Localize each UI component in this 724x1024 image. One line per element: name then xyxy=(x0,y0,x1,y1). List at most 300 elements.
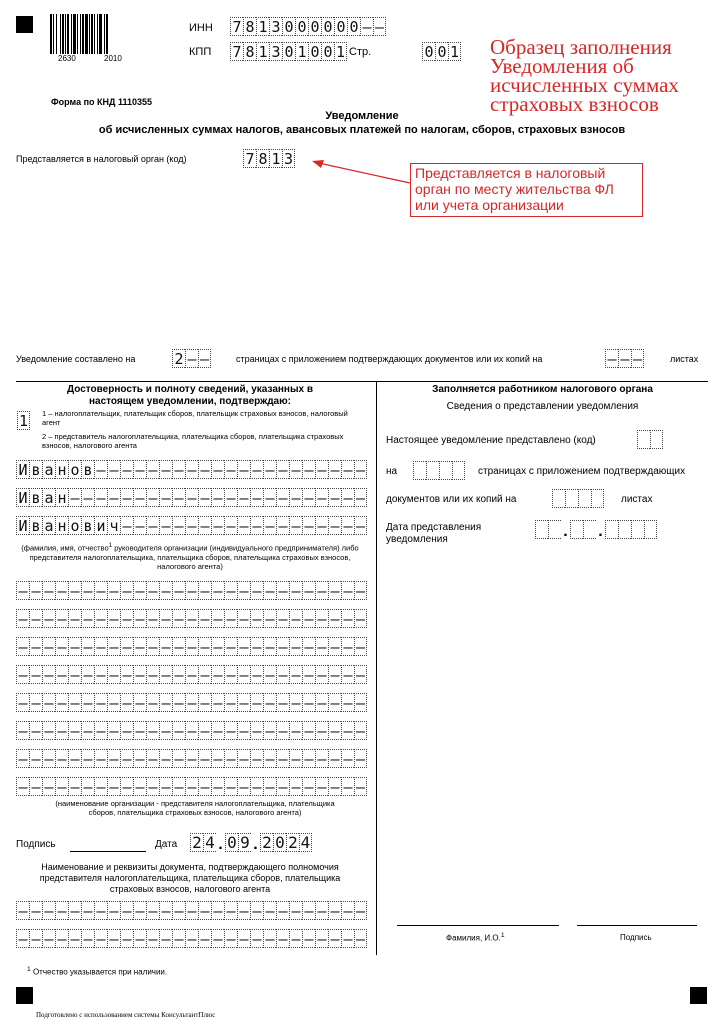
input-cell[interactable]: – xyxy=(224,637,237,656)
tax-authority-code-field[interactable] xyxy=(243,149,295,168)
input-cell[interactable]: – xyxy=(29,637,42,656)
input-cell[interactable]: – xyxy=(16,637,29,656)
input-cell[interactable]: – xyxy=(211,777,224,796)
input-cell[interactable]: – xyxy=(315,488,328,507)
input-cell[interactable]: – xyxy=(263,609,276,628)
input-cell[interactable]: – xyxy=(133,581,146,600)
input-cell[interactable]: – xyxy=(107,901,120,920)
input-cell[interactable]: – xyxy=(107,609,120,628)
input-cell[interactable]: – xyxy=(289,749,302,768)
input-cell[interactable]: – xyxy=(68,901,81,920)
input-cell[interactable]: – xyxy=(172,693,185,712)
input-cell[interactable]: – xyxy=(16,929,29,948)
input-cell[interactable]: – xyxy=(250,749,263,768)
input-cell[interactable]: – xyxy=(276,488,289,507)
input-cell[interactable]: – xyxy=(55,777,68,796)
input-cell[interactable]: – xyxy=(81,749,94,768)
input-cell[interactable]: – xyxy=(341,693,354,712)
input-cell[interactable]: – xyxy=(120,488,133,507)
input-cell[interactable]: – xyxy=(81,581,94,600)
input-cell[interactable]: – xyxy=(250,901,263,920)
date-cell[interactable] xyxy=(548,520,561,539)
input-cell[interactable]: – xyxy=(133,488,146,507)
input-cell[interactable]: – xyxy=(81,637,94,656)
input-cell[interactable]: – xyxy=(328,516,341,535)
input-cell[interactable]: 0 xyxy=(282,42,295,61)
date-cell[interactable]: 0 xyxy=(273,833,286,852)
input-cell[interactable]: – xyxy=(107,488,120,507)
input-cell[interactable]: – xyxy=(250,721,263,740)
input-cell[interactable]: – xyxy=(328,665,341,684)
input-cell[interactable]: 0 xyxy=(321,42,334,61)
date-cell[interactable] xyxy=(583,520,596,539)
input-cell[interactable]: – xyxy=(29,581,42,600)
input-cell[interactable]: – xyxy=(315,460,328,479)
input-cell[interactable]: 0 xyxy=(282,17,295,36)
input-cell[interactable]: – xyxy=(16,581,29,600)
input-cell[interactable]: н xyxy=(55,460,68,479)
input-cell[interactable]: И xyxy=(16,488,29,507)
input-cell[interactable]: – xyxy=(211,749,224,768)
input-cell[interactable]: – xyxy=(302,693,315,712)
input-cell[interactable]: – xyxy=(81,721,94,740)
input-cell[interactable]: – xyxy=(224,777,237,796)
input-cell[interactable]: – xyxy=(250,609,263,628)
input-cell[interactable]: – xyxy=(315,581,328,600)
input-cell[interactable]: – xyxy=(133,929,146,948)
input-cell[interactable]: – xyxy=(107,665,120,684)
input-cell[interactable]: – xyxy=(107,929,120,948)
input-cell[interactable]: – xyxy=(120,901,133,920)
input-cell[interactable]: а xyxy=(42,488,55,507)
input-cell[interactable]: – xyxy=(302,460,315,479)
input-cell[interactable]: – xyxy=(55,929,68,948)
input-cell[interactable]: – xyxy=(120,609,133,628)
dashed-input-row[interactable] xyxy=(16,637,367,656)
input-cell[interactable]: – xyxy=(172,488,185,507)
date-cell[interactable]: 9 xyxy=(238,833,251,852)
input-cell[interactable]: – xyxy=(68,749,81,768)
input-cell[interactable]: – xyxy=(133,637,146,656)
input-cell[interactable]: – xyxy=(224,901,237,920)
input-cell[interactable]: – xyxy=(211,693,224,712)
input-cell[interactable]: – xyxy=(276,777,289,796)
input-cell[interactable]: – xyxy=(237,581,250,600)
input-cell[interactable]: – xyxy=(211,609,224,628)
input-cell[interactable]: – xyxy=(16,749,29,768)
input-cell[interactable]: – xyxy=(250,693,263,712)
input-cell[interactable]: – xyxy=(120,516,133,535)
input-cell[interactable]: – xyxy=(250,488,263,507)
input-cell[interactable]: – xyxy=(185,693,198,712)
input-cell[interactable]: – xyxy=(146,581,159,600)
input-cell[interactable]: – xyxy=(198,693,211,712)
input-cell[interactable]: – xyxy=(133,516,146,535)
input-cell[interactable]: – xyxy=(276,693,289,712)
input-cell[interactable]: – xyxy=(224,721,237,740)
input-cell[interactable]: 1 xyxy=(449,42,460,61)
input-cell[interactable]: – xyxy=(29,609,42,628)
input-cell[interactable]: – xyxy=(120,637,133,656)
input-cell[interactable]: о xyxy=(68,516,81,535)
input-cell[interactable]: – xyxy=(16,665,29,684)
input-cell[interactable]: – xyxy=(29,901,42,920)
input-cell[interactable]: – xyxy=(237,488,250,507)
input-cell[interactable]: – xyxy=(224,693,237,712)
input-cell[interactable]: – xyxy=(289,609,302,628)
input-cell[interactable]: – xyxy=(302,581,315,600)
input-cell[interactable]: – xyxy=(341,749,354,768)
input-cell[interactable]: – xyxy=(55,609,68,628)
input-cell[interactable]: 0 xyxy=(308,17,321,36)
input-cell[interactable]: – xyxy=(94,665,107,684)
input-cell[interactable]: – xyxy=(289,777,302,796)
right-signature-line[interactable] xyxy=(577,925,697,926)
input-cell[interactable]: – xyxy=(81,929,94,948)
input-cell[interactable]: – xyxy=(42,581,55,600)
input-cell[interactable]: – xyxy=(211,581,224,600)
input-cell[interactable]: – xyxy=(94,609,107,628)
input-cell[interactable]: а xyxy=(42,516,55,535)
input-cell[interactable] xyxy=(591,489,604,508)
input-cell[interactable]: – xyxy=(146,665,159,684)
signature-line[interactable] xyxy=(70,851,146,852)
input-cell[interactable]: – xyxy=(276,460,289,479)
input-cell[interactable]: в xyxy=(81,516,94,535)
input-cell[interactable]: – xyxy=(211,488,224,507)
input-cell[interactable]: – xyxy=(263,488,276,507)
input-cell[interactable]: – xyxy=(81,693,94,712)
input-cell[interactable]: – xyxy=(55,581,68,600)
input-cell[interactable]: – xyxy=(341,637,354,656)
input-cell[interactable]: – xyxy=(360,17,373,36)
input-cell[interactable]: – xyxy=(94,693,107,712)
input-cell[interactable]: – xyxy=(29,693,42,712)
input-cell[interactable]: – xyxy=(107,581,120,600)
input-cell[interactable]: – xyxy=(159,488,172,507)
input-cell[interactable]: – xyxy=(29,665,42,684)
input-cell[interactable]: – xyxy=(302,637,315,656)
input-cell[interactable]: 3 xyxy=(269,17,282,36)
input-cell[interactable]: – xyxy=(146,637,159,656)
input-cell[interactable]: – xyxy=(172,609,185,628)
input-cell[interactable]: – xyxy=(172,901,185,920)
input-cell[interactable]: – xyxy=(237,721,250,740)
input-cell[interactable]: – xyxy=(29,721,42,740)
input-cell[interactable]: – xyxy=(224,749,237,768)
input-cell[interactable] xyxy=(637,430,650,449)
input-cell[interactable]: – xyxy=(224,516,237,535)
input-cell[interactable]: – xyxy=(328,637,341,656)
input-cell[interactable]: – xyxy=(198,460,211,479)
input-cell[interactable]: – xyxy=(185,929,198,948)
input-cell[interactable]: – xyxy=(328,581,341,600)
input-cell[interactable]: – xyxy=(250,460,263,479)
input-cell[interactable]: 7 xyxy=(230,17,243,36)
input-cell[interactable]: – xyxy=(185,488,198,507)
input-cell[interactable]: – xyxy=(107,777,120,796)
input-cell[interactable]: – xyxy=(263,516,276,535)
input-cell[interactable]: – xyxy=(250,516,263,535)
input-cell[interactable]: – xyxy=(355,665,366,684)
input-cell[interactable]: 2 xyxy=(172,349,185,368)
input-cell[interactable]: – xyxy=(146,609,159,628)
input-cell[interactable]: – xyxy=(120,929,133,948)
input-cell[interactable]: 0 xyxy=(334,17,347,36)
input-cell[interactable]: – xyxy=(263,693,276,712)
input-cell[interactable]: 3 xyxy=(269,42,282,61)
input-cell[interactable]: – xyxy=(185,721,198,740)
input-cell[interactable]: – xyxy=(185,749,198,768)
input-cell[interactable]: – xyxy=(224,460,237,479)
signer-type-field[interactable] xyxy=(17,411,30,430)
kpp-field[interactable] xyxy=(230,42,347,61)
input-cell[interactable]: – xyxy=(237,901,250,920)
input-cell[interactable]: – xyxy=(185,637,198,656)
input-cell[interactable]: – xyxy=(341,581,354,600)
input-cell[interactable]: – xyxy=(146,516,159,535)
date-cell[interactable] xyxy=(535,520,548,539)
input-cell[interactable]: – xyxy=(146,488,159,507)
input-cell[interactable]: – xyxy=(42,665,55,684)
input-cell[interactable]: – xyxy=(224,581,237,600)
input-cell[interactable]: – xyxy=(133,609,146,628)
input-cell[interactable]: – xyxy=(315,516,328,535)
input-cell[interactable]: – xyxy=(315,665,328,684)
input-cell[interactable]: – xyxy=(198,721,211,740)
input-cell[interactable]: – xyxy=(276,901,289,920)
input-cell[interactable]: 0 xyxy=(435,42,448,61)
input-cell[interactable]: – xyxy=(55,665,68,684)
input-cell[interactable]: 0 xyxy=(347,17,360,36)
input-cell[interactable]: – xyxy=(146,721,159,740)
input-cell[interactable]: – xyxy=(94,460,107,479)
input-cell[interactable]: ч xyxy=(107,516,120,535)
input-cell[interactable]: – xyxy=(276,721,289,740)
input-cell[interactable]: – xyxy=(263,581,276,600)
input-cell[interactable]: – xyxy=(146,693,159,712)
input-cell[interactable]: 0 xyxy=(295,17,308,36)
input-cell[interactable]: – xyxy=(355,929,366,948)
date-cell[interactable] xyxy=(631,520,644,539)
input-cell[interactable]: – xyxy=(68,581,81,600)
input-cell[interactable]: – xyxy=(172,777,185,796)
input-cell[interactable]: – xyxy=(16,777,29,796)
input-cell[interactable]: – xyxy=(159,749,172,768)
input-cell[interactable]: – xyxy=(16,693,29,712)
date-cell[interactable] xyxy=(570,520,583,539)
input-cell[interactable] xyxy=(650,430,663,449)
input-cell[interactable]: – xyxy=(120,581,133,600)
input-cell[interactable]: – xyxy=(107,693,120,712)
input-cell[interactable]: – xyxy=(55,901,68,920)
input-cell[interactable]: – xyxy=(315,609,328,628)
input-cell[interactable]: – xyxy=(133,460,146,479)
input-cell[interactable]: – xyxy=(263,749,276,768)
input-cell[interactable]: – xyxy=(42,777,55,796)
input-cell[interactable] xyxy=(552,489,565,508)
input-cell[interactable] xyxy=(578,489,591,508)
dashed-input-row[interactable] xyxy=(16,693,367,712)
input-cell[interactable]: – xyxy=(263,901,276,920)
input-cell[interactable]: – xyxy=(355,637,366,656)
input-cell[interactable]: – xyxy=(42,609,55,628)
input-cell[interactable]: – xyxy=(302,929,315,948)
input-cell[interactable]: – xyxy=(198,901,211,920)
input-cell[interactable]: – xyxy=(289,665,302,684)
input-cell[interactable]: – xyxy=(341,721,354,740)
input-cell[interactable]: – xyxy=(224,665,237,684)
input-cell[interactable]: – xyxy=(315,749,328,768)
input-cell[interactable]: – xyxy=(302,665,315,684)
input-cell[interactable]: 3 xyxy=(283,149,294,168)
input-cell[interactable]: – xyxy=(159,516,172,535)
input-cell[interactable]: – xyxy=(328,693,341,712)
input-cell[interactable]: – xyxy=(120,460,133,479)
input-cell[interactable]: – xyxy=(355,488,366,507)
input-cell[interactable]: – xyxy=(632,349,643,368)
input-cell[interactable]: – xyxy=(315,777,328,796)
input-cell[interactable]: – xyxy=(341,516,354,535)
input-cell[interactable]: – xyxy=(42,721,55,740)
input-cell[interactable]: 8 xyxy=(243,42,256,61)
input-cell[interactable]: – xyxy=(289,693,302,712)
pages-count-field[interactable] xyxy=(172,349,211,368)
input-cell[interactable]: – xyxy=(107,637,120,656)
date-cell[interactable]: 0 xyxy=(225,833,238,852)
input-cell[interactable]: – xyxy=(55,693,68,712)
input-cell[interactable]: – xyxy=(81,901,94,920)
input-cell[interactable]: – xyxy=(315,901,328,920)
input-cell[interactable]: – xyxy=(94,901,107,920)
input-cell[interactable]: о xyxy=(68,460,81,479)
input-cell[interactable]: – xyxy=(81,488,94,507)
input-cell[interactable]: – xyxy=(198,777,211,796)
date-cell[interactable]: 4 xyxy=(300,833,311,852)
input-cell[interactable]: – xyxy=(374,17,385,36)
input-cell[interactable]: – xyxy=(198,665,211,684)
input-cell[interactable]: – xyxy=(172,460,185,479)
input-cell[interactable]: – xyxy=(120,693,133,712)
input-cell[interactable]: – xyxy=(159,609,172,628)
input-cell[interactable]: – xyxy=(172,516,185,535)
input-cell[interactable]: – xyxy=(55,721,68,740)
input-cell[interactable]: – xyxy=(302,721,315,740)
surname-field[interactable] xyxy=(16,460,367,479)
input-cell[interactable]: – xyxy=(355,749,366,768)
input-cell[interactable]: – xyxy=(276,637,289,656)
input-cell[interactable]: – xyxy=(302,777,315,796)
dashed-input-row[interactable] xyxy=(16,901,367,920)
received-copies-field[interactable] xyxy=(552,489,604,508)
date-cell[interactable] xyxy=(618,520,631,539)
patronymic-field[interactable] xyxy=(16,516,367,535)
input-cell[interactable]: – xyxy=(211,665,224,684)
input-cell[interactable]: – xyxy=(146,749,159,768)
input-cell[interactable]: – xyxy=(355,609,366,628)
input-cell[interactable]: – xyxy=(276,749,289,768)
input-cell[interactable]: – xyxy=(146,901,159,920)
input-cell[interactable]: – xyxy=(315,637,328,656)
input-cell[interactable]: 1 xyxy=(335,42,346,61)
input-cell[interactable]: н xyxy=(55,516,68,535)
input-cell[interactable]: – xyxy=(341,488,354,507)
input-cell[interactable]: 7 xyxy=(230,42,243,61)
input-cell[interactable]: 1 xyxy=(18,411,29,430)
input-cell[interactable]: – xyxy=(199,349,210,368)
input-cell[interactable]: – xyxy=(263,665,276,684)
input-cell[interactable]: – xyxy=(68,693,81,712)
received-date-field[interactable] xyxy=(535,520,657,539)
input-cell[interactable]: – xyxy=(355,516,366,535)
input-cell[interactable]: – xyxy=(133,693,146,712)
input-cell[interactable]: – xyxy=(159,901,172,920)
input-cell[interactable]: – xyxy=(263,929,276,948)
input-cell[interactable]: – xyxy=(198,609,211,628)
input-cell[interactable]: – xyxy=(146,929,159,948)
input-cell[interactable]: – xyxy=(211,460,224,479)
dashed-input-row[interactable] xyxy=(16,721,367,740)
input-cell[interactable]: – xyxy=(250,777,263,796)
input-cell[interactable]: – xyxy=(224,609,237,628)
input-cell[interactable]: – xyxy=(94,488,107,507)
input-cell[interactable]: – xyxy=(185,901,198,920)
fio-line[interactable] xyxy=(397,925,559,926)
input-cell[interactable]: – xyxy=(68,721,81,740)
input-cell[interactable]: – xyxy=(68,488,81,507)
dashed-input-row[interactable] xyxy=(16,929,367,948)
input-cell[interactable]: – xyxy=(172,581,185,600)
input-cell[interactable]: – xyxy=(276,516,289,535)
received-pages-field[interactable] xyxy=(413,461,465,480)
page-number-field[interactable] xyxy=(422,42,461,61)
input-cell[interactable]: – xyxy=(55,749,68,768)
input-cell[interactable]: – xyxy=(315,929,328,948)
date-cell[interactable]: 2 xyxy=(190,833,203,852)
date-cell[interactable]: 2 xyxy=(286,833,299,852)
input-cell[interactable]: – xyxy=(237,693,250,712)
input-cell[interactable]: – xyxy=(159,777,172,796)
input-cell[interactable]: – xyxy=(618,349,631,368)
input-cell[interactable]: – xyxy=(68,777,81,796)
input-cell[interactable]: в xyxy=(81,460,94,479)
input-cell[interactable]: а xyxy=(42,460,55,479)
input-cell[interactable]: в xyxy=(29,488,42,507)
input-cell[interactable]: – xyxy=(237,460,250,479)
input-cell[interactable]: – xyxy=(94,749,107,768)
input-cell[interactable]: – xyxy=(29,777,42,796)
input-cell[interactable]: И xyxy=(16,460,29,479)
input-cell[interactable]: – xyxy=(328,460,341,479)
input-cell[interactable]: – xyxy=(107,721,120,740)
input-cell[interactable]: – xyxy=(185,460,198,479)
input-cell[interactable]: н xyxy=(55,488,68,507)
input-cell[interactable]: – xyxy=(133,665,146,684)
input-cell[interactable]: – xyxy=(198,749,211,768)
input-cell[interactable]: – xyxy=(237,516,250,535)
input-cell[interactable]: – xyxy=(185,777,198,796)
input-cell[interactable]: – xyxy=(289,929,302,948)
input-cell[interactable]: – xyxy=(211,516,224,535)
input-cell[interactable]: – xyxy=(120,749,133,768)
input-cell[interactable]: – xyxy=(341,929,354,948)
input-cell[interactable]: 0 xyxy=(422,42,435,61)
input-cell[interactable]: – xyxy=(42,693,55,712)
input-cell[interactable]: – xyxy=(328,901,341,920)
input-cell[interactable]: – xyxy=(302,488,315,507)
input-cell[interactable]: – xyxy=(120,665,133,684)
input-cell[interactable]: – xyxy=(198,516,211,535)
